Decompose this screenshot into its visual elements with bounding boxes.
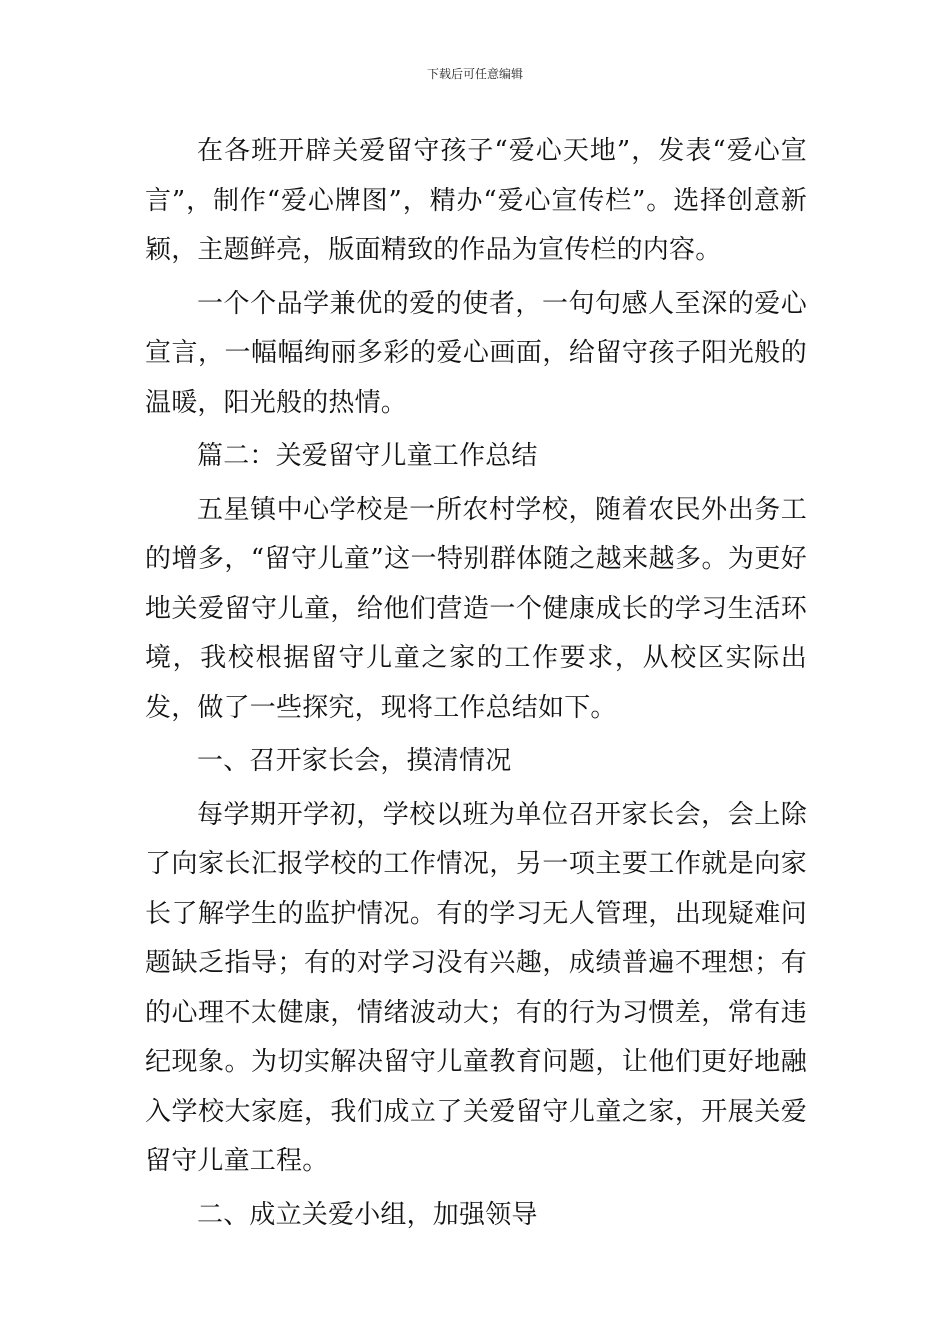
document-body bbox=[145, 127, 807, 1244]
heading-parent-meeting: 一、召开家长会，摸清情况 bbox=[197, 746, 512, 776]
page-header: 下载后可任意编辑 bbox=[426, 67, 523, 81]
section-title-part-two: 篇二：关爱留守儿童工作总结 bbox=[197, 441, 538, 471]
paragraph-parent-meeting: 每学期开学初，学校以班为单位召开家长会，会上除了向家长汇报学校的工作情况，另一项主要工作就是向家长了解学生的监护情况。有的学习无人管理，出现疑难问题缺乏指导；有的对学习没有兴趣，成绩普遍不理想；有的心理不太健康，情绪波动大；有的行为习惯差，常有违纪现象。为切实解决留守儿童教育问题，让他们更好地融入学校大家庭，我们成立了关爱留守儿童之家，开展关爱留守儿童工程。 bbox=[145, 799, 807, 1176]
paragraph-school-intro: 五星镇中心学校是一所农村学校，随着农民外出务工的增多，“留守儿童”这一特别群体随之越来越多。为更好地关爱留守儿童，给他们营造一个健康成长的学习生活环境，我校根据留守儿童之家的工作要求，从校区实际出发，做了一些探究，现将工作总结如下。 bbox=[145, 494, 807, 723]
heading-care-group: 二、成立关爱小组，加强领导 bbox=[197, 1199, 538, 1230]
paragraph-love-messengers: 一个个品学兼优的爱的使者，一句句感人至深的爱心宣言，一幅幅绚丽多彩的爱心画面，给留守孩子阳光般的温暖，阳光般的热情。 bbox=[145, 288, 807, 418]
paragraph-love-corner: 在各班开辟关爱留守孩子“爱心天地”，发表“爱心宣言”，制作“爱心牌图”，精办“爱心宣传栏”。选择创意新颖，主题鲜亮，版面精致的作品为宣传栏的内容。 bbox=[145, 136, 807, 265]
